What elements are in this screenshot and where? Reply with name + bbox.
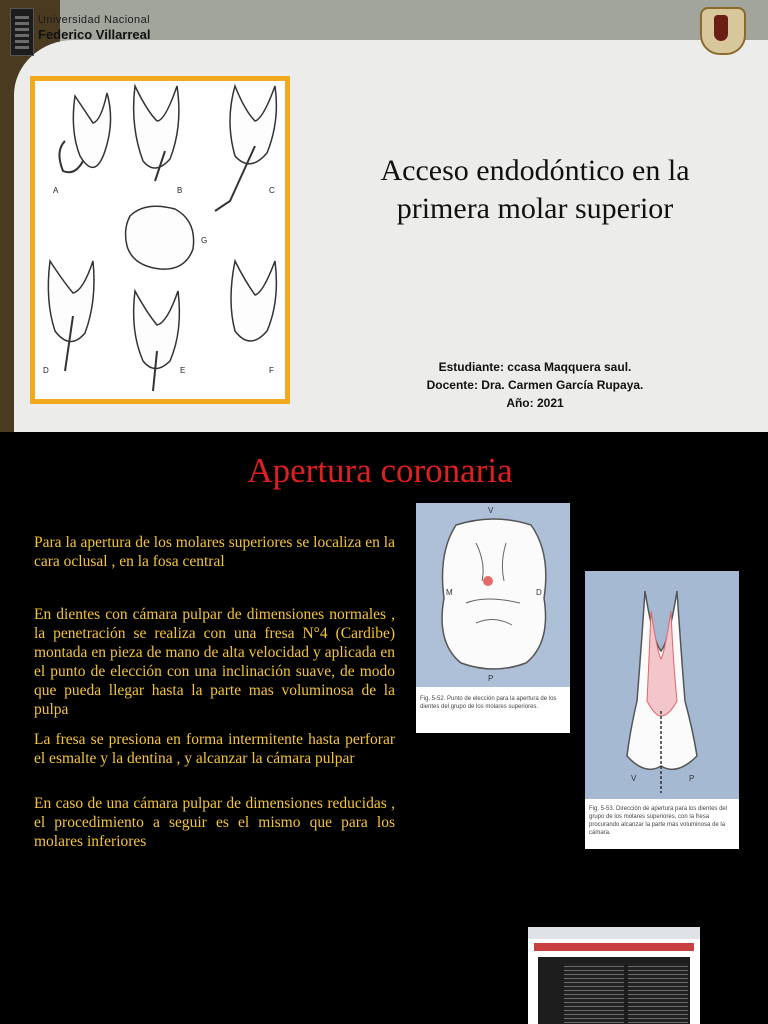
university-name-line1: Universidad Nacional [38,14,150,26]
paragraph-4: En caso de una cámara pulpar de dimensiones reducidas , el procedimiento a seguir es el mismo que para los molares inferiores [34,795,395,850]
fig1-label-v: V [488,506,494,515]
thumbnail-tab-strip [534,943,694,951]
occlusal-view-figure [416,503,570,733]
figure-label-e: E [180,366,186,375]
tooth-illustration [35,81,285,399]
university-logo [10,8,34,56]
figure2-caption: Fig. 5-53. Dirección de apertura para los dientes del grupo de los molares superiores, con la fresa procurando alcanzar la parte más voluminosa de la cámara. [589,806,728,836]
cross-section-figure [585,571,739,849]
fig1-label-p: P [488,674,494,683]
figure-label-c: C [269,186,275,195]
content-slide [0,433,768,1024]
figure-label-f: F [269,366,274,375]
university-name-line2: Federico Villarreal [38,27,151,42]
year-label: Año: 2021 [506,396,564,410]
figure1-image [416,503,570,687]
title-line-1: Acceso endodóntico en la [380,154,690,187]
fig1-label-m: M [446,588,453,597]
student-name: Estudiante: ccasa Maqquera saul. [438,360,632,374]
presentation-title [330,152,740,228]
tooth-illustration-frame [30,76,290,404]
thumbnail-browser-bar [528,927,700,939]
fig2-label-v: V [631,774,637,783]
figure-label-a: A [53,186,59,195]
paragraph-3: La fresa se presiona en forma intermitente hasta perforar el esmalte y la dentina , y alcanzar la cámara pulpar [34,731,395,767]
figure2-image [585,571,739,799]
thumbnail-text-column-right [628,963,688,1023]
title-slide [0,0,768,432]
molar-cross-section-drawing [585,571,739,799]
slide-title: Apertura coronaria [247,451,513,490]
browser-screenshot-thumbnail [528,927,700,1024]
paragraph-1: Para la apertura de los molares superiores se localiza en la cara oclusal , en la fosa central [34,534,395,570]
figure-label-g: G [201,236,208,245]
title-line-2: primera molar superior [396,192,674,225]
fig1-label-d: D [536,588,542,597]
fig2-label-p: P [689,774,695,783]
molar-occlusal-drawing [416,503,570,687]
paragraph-2: En dientes con cámara pulpar de dimensiones normales , la penetración se realiza con una fresa N°4 (Cardibe) montada en pieza de mano de alta velocidad y aplicada en el punto de elección con una inclinación suave, de modo que pueda llegar hasta la parte mas voluminosa de la pulpa [34,606,395,718]
figure-label-d: D [43,366,49,375]
figure1-caption: Fig. 5-52. Punto de elección para la apertura de los dientes del grupo de los molares superiores. [420,696,557,710]
faculty-crest-logo [700,7,746,55]
teacher-name: Docente: Dra. Carmen García Rupaya. [426,378,644,392]
figure-label-b: B [177,186,183,195]
thumbnail-text-column-left [564,963,624,1023]
